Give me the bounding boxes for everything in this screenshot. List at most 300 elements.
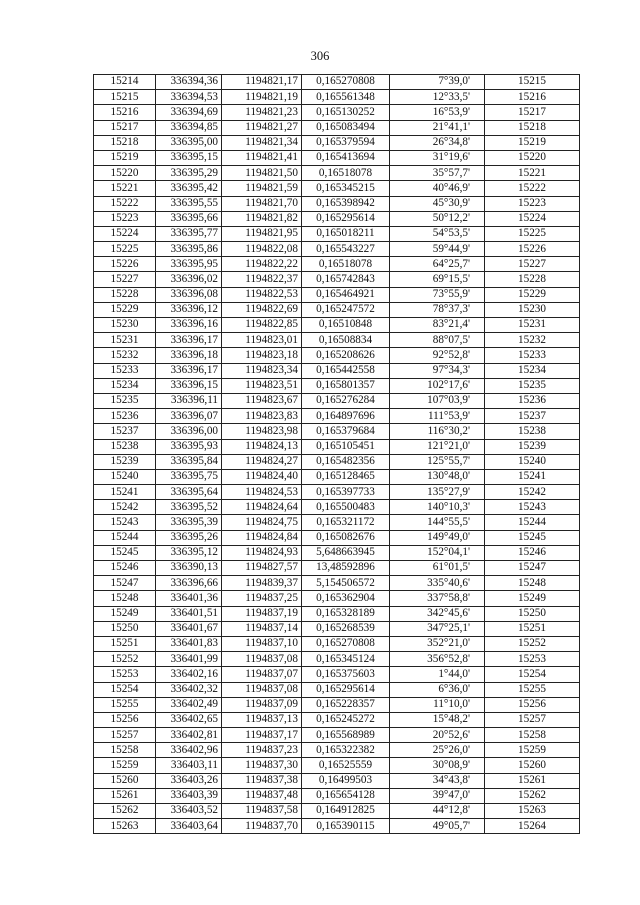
point-number-cell: 15248 — [94, 591, 156, 606]
direction-angle-cell: 15°48,2' — [390, 712, 485, 727]
table-row — [94, 485, 580, 500]
point-number-cell: 15262 — [94, 804, 156, 819]
next-point-number-cell: 15255 — [485, 682, 580, 697]
table-row — [94, 576, 580, 591]
point-number-cell: 15245 — [94, 545, 156, 560]
point-number-cell: 15252 — [94, 652, 156, 667]
point-number-cell: 15234 — [94, 378, 156, 393]
distance-cell: 0,165295614 — [302, 211, 390, 226]
distance-cell: 0,165082676 — [302, 530, 390, 545]
x-coordinate-cell: 336402,49 — [156, 697, 222, 712]
distance-cell: 0,165322382 — [302, 743, 390, 758]
x-coordinate-cell: 336394,69 — [156, 105, 222, 120]
x-coordinate-cell: 336401,83 — [156, 636, 222, 651]
x-coordinate-cell: 336395,52 — [156, 500, 222, 515]
x-coordinate-cell: 336402,32 — [156, 682, 222, 697]
distance-cell: 0,16510848 — [302, 318, 390, 333]
next-point-number-cell: 15244 — [485, 515, 580, 530]
x-coordinate-cell: 336395,00 — [156, 135, 222, 150]
y-coordinate-cell: 1194837,13 — [222, 712, 302, 727]
next-point-number-cell: 15225 — [485, 226, 580, 241]
distance-cell: 0,165208626 — [302, 348, 390, 363]
point-number-cell: 15238 — [94, 439, 156, 454]
point-number-cell: 15218 — [94, 135, 156, 150]
x-coordinate-cell: 336395,84 — [156, 454, 222, 469]
point-number-cell: 15216 — [94, 105, 156, 120]
x-coordinate-cell: 336395,86 — [156, 242, 222, 257]
x-coordinate-cell: 336396,12 — [156, 302, 222, 317]
y-coordinate-cell: 1194824,64 — [222, 500, 302, 515]
next-point-number-cell: 15220 — [485, 150, 580, 165]
table-row — [94, 773, 580, 788]
point-number-cell: 15249 — [94, 606, 156, 621]
y-coordinate-cell: 1194837,08 — [222, 652, 302, 667]
x-coordinate-cell: 336396,15 — [156, 378, 222, 393]
y-coordinate-cell: 1194821,19 — [222, 90, 302, 105]
point-number-cell: 15247 — [94, 576, 156, 591]
page-number: 306 — [310, 49, 330, 63]
point-number-cell: 15255 — [94, 697, 156, 712]
direction-angle-cell: 31°19,6' — [390, 150, 485, 165]
point-number-cell: 15226 — [94, 257, 156, 272]
point-number-cell: 15257 — [94, 728, 156, 743]
direction-angle-cell: 130°48,0' — [390, 469, 485, 484]
table-row — [94, 500, 580, 515]
direction-angle-cell: 337°58,8' — [390, 591, 485, 606]
distance-cell: 0,165276284 — [302, 393, 390, 408]
next-point-number-cell: 15226 — [485, 242, 580, 257]
table-row — [94, 302, 580, 317]
point-number-cell: 15261 — [94, 788, 156, 803]
y-coordinate-cell: 1194823,98 — [222, 424, 302, 439]
point-number-cell: 15236 — [94, 409, 156, 424]
distance-cell: 0,165268539 — [302, 621, 390, 636]
point-number-cell: 15240 — [94, 469, 156, 484]
point-number-cell: 15251 — [94, 636, 156, 651]
x-coordinate-cell: 336395,66 — [156, 211, 222, 226]
next-point-number-cell: 15233 — [485, 348, 580, 363]
y-coordinate-cell: 1194824,84 — [222, 530, 302, 545]
next-point-number-cell: 15246 — [485, 545, 580, 560]
direction-angle-cell: 6°36,0' — [390, 682, 485, 697]
table-row — [94, 90, 580, 105]
direction-angle-cell: 347°25,1' — [390, 621, 485, 636]
x-coordinate-cell: 336395,39 — [156, 515, 222, 530]
next-point-number-cell: 15252 — [485, 636, 580, 651]
next-point-number-cell: 15227 — [485, 257, 580, 272]
table-row — [94, 318, 580, 333]
table-row — [94, 287, 580, 302]
table-row — [94, 606, 580, 621]
next-point-number-cell: 15261 — [485, 773, 580, 788]
y-coordinate-cell: 1194837,58 — [222, 804, 302, 819]
direction-angle-cell: 356°52,8' — [390, 652, 485, 667]
table-row — [94, 120, 580, 135]
x-coordinate-cell: 336403,52 — [156, 804, 222, 819]
distance-cell: 0,165397733 — [302, 485, 390, 500]
table-row — [94, 393, 580, 408]
point-number-cell: 15232 — [94, 348, 156, 363]
next-point-number-cell: 15224 — [485, 211, 580, 226]
x-coordinate-cell: 336394,53 — [156, 90, 222, 105]
point-number-cell: 15241 — [94, 485, 156, 500]
y-coordinate-cell: 1194823,67 — [222, 393, 302, 408]
x-coordinate-cell: 336395,15 — [156, 150, 222, 165]
distance-cell: 0,165742843 — [302, 272, 390, 287]
direction-angle-cell: 16°53,9' — [390, 105, 485, 120]
y-coordinate-cell: 1194823,18 — [222, 348, 302, 363]
next-point-number-cell: 15232 — [485, 333, 580, 348]
y-coordinate-cell: 1194837,23 — [222, 743, 302, 758]
distance-cell: 0,165413694 — [302, 150, 390, 165]
point-number-cell: 15256 — [94, 712, 156, 727]
direction-angle-cell: 352°21,0' — [390, 636, 485, 651]
direction-angle-cell: 45°30,9' — [390, 196, 485, 211]
point-number-cell: 15243 — [94, 515, 156, 530]
point-number-cell: 15219 — [94, 150, 156, 165]
direction-angle-cell: 1°44,0' — [390, 667, 485, 682]
direction-angle-cell: 59°44,9' — [390, 242, 485, 257]
table-row — [94, 636, 580, 651]
next-point-number-cell: 15221 — [485, 166, 580, 181]
direction-angle-cell: 342°45,6' — [390, 606, 485, 621]
next-point-number-cell: 15231 — [485, 318, 580, 333]
distance-cell: 0,16508834 — [302, 333, 390, 348]
next-point-number-cell: 15223 — [485, 196, 580, 211]
distance-cell: 0,165379594 — [302, 135, 390, 150]
direction-angle-cell: 121°21,0' — [390, 439, 485, 454]
y-coordinate-cell: 1194837,19 — [222, 606, 302, 621]
y-coordinate-cell: 1194822,22 — [222, 257, 302, 272]
y-coordinate-cell: 1194824,93 — [222, 545, 302, 560]
y-coordinate-cell: 1194821,82 — [222, 211, 302, 226]
y-coordinate-cell: 1194823,01 — [222, 333, 302, 348]
point-number-cell: 15263 — [94, 819, 156, 834]
table-row — [94, 424, 580, 439]
direction-angle-cell: 78°37,3' — [390, 302, 485, 317]
direction-angle-cell: 35°57,7' — [390, 166, 485, 181]
table-row — [94, 712, 580, 727]
table-row — [94, 652, 580, 667]
point-number-cell: 15246 — [94, 561, 156, 576]
direction-angle-cell: 11°10,0' — [390, 697, 485, 712]
next-point-number-cell: 15216 — [485, 90, 580, 105]
distance-cell: 0,165482356 — [302, 454, 390, 469]
x-coordinate-cell: 336396,17 — [156, 333, 222, 348]
next-point-number-cell: 15258 — [485, 728, 580, 743]
point-number-cell: 15260 — [94, 773, 156, 788]
direction-angle-cell: 26°34,8' — [390, 135, 485, 150]
next-point-number-cell: 15262 — [485, 788, 580, 803]
direction-angle-cell: 7°39,0' — [390, 75, 485, 90]
y-coordinate-cell: 1194823,51 — [222, 378, 302, 393]
direction-angle-cell: 21°41,1' — [390, 120, 485, 135]
table-row — [94, 621, 580, 636]
direction-angle-cell: 69°15,5' — [390, 272, 485, 287]
x-coordinate-cell: 336395,93 — [156, 439, 222, 454]
table-row — [94, 166, 580, 181]
point-number-cell: 15225 — [94, 242, 156, 257]
y-coordinate-cell: 1194823,34 — [222, 363, 302, 378]
direction-angle-cell: 152°04,1' — [390, 545, 485, 560]
x-coordinate-cell: 336396,16 — [156, 318, 222, 333]
y-coordinate-cell: 1194837,30 — [222, 758, 302, 773]
y-coordinate-cell: 1194821,23 — [222, 105, 302, 120]
next-point-number-cell: 15247 — [485, 561, 580, 576]
x-coordinate-cell: 336401,99 — [156, 652, 222, 667]
point-number-cell: 15231 — [94, 333, 156, 348]
x-coordinate-cell: 336401,36 — [156, 591, 222, 606]
next-point-number-cell: 15235 — [485, 378, 580, 393]
y-coordinate-cell: 1194837,25 — [222, 591, 302, 606]
table-row — [94, 743, 580, 758]
distance-cell: 0,16518078 — [302, 257, 390, 272]
y-coordinate-cell: 1194837,14 — [222, 621, 302, 636]
point-number-cell: 15242 — [94, 500, 156, 515]
point-number-cell: 15253 — [94, 667, 156, 682]
next-point-number-cell: 15234 — [485, 363, 580, 378]
distance-cell: 0,165295614 — [302, 682, 390, 697]
x-coordinate-cell: 336395,95 — [156, 257, 222, 272]
next-point-number-cell: 15253 — [485, 652, 580, 667]
next-point-number-cell: 15249 — [485, 591, 580, 606]
distance-cell: 0,165561348 — [302, 90, 390, 105]
x-coordinate-cell: 336403,64 — [156, 819, 222, 834]
direction-angle-cell: 111°53,9' — [390, 409, 485, 424]
point-number-cell: 15217 — [94, 120, 156, 135]
point-number-cell: 15254 — [94, 682, 156, 697]
x-coordinate-cell: 336395,55 — [156, 196, 222, 211]
y-coordinate-cell: 1194821,70 — [222, 196, 302, 211]
y-coordinate-cell: 1194821,59 — [222, 181, 302, 196]
distance-cell: 0,165654128 — [302, 788, 390, 803]
distance-cell: 0,165128465 — [302, 469, 390, 484]
y-coordinate-cell: 1194823,83 — [222, 409, 302, 424]
direction-angle-cell: 44°12,8' — [390, 804, 485, 819]
table-body — [94, 75, 580, 834]
distance-cell: 0,165228357 — [302, 697, 390, 712]
table-row — [94, 561, 580, 576]
direction-angle-cell: 20°52,6' — [390, 728, 485, 743]
point-number-cell: 15235 — [94, 393, 156, 408]
next-point-number-cell: 15219 — [485, 135, 580, 150]
next-point-number-cell: 15237 — [485, 409, 580, 424]
x-coordinate-cell: 336401,67 — [156, 621, 222, 636]
y-coordinate-cell: 1194822,85 — [222, 318, 302, 333]
distance-cell: 0,165390115 — [302, 819, 390, 834]
next-point-number-cell: 15254 — [485, 667, 580, 682]
table-row — [94, 728, 580, 743]
direction-angle-cell: 88°07,5' — [390, 333, 485, 348]
x-coordinate-cell: 336396,66 — [156, 576, 222, 591]
distance-cell: 0,165018211 — [302, 226, 390, 241]
table-row — [94, 135, 580, 150]
table-row — [94, 667, 580, 682]
point-number-cell: 15233 — [94, 363, 156, 378]
direction-angle-cell: 144°55,5' — [390, 515, 485, 530]
direction-angle-cell: 102°17,6' — [390, 378, 485, 393]
point-number-cell: 15221 — [94, 181, 156, 196]
distance-cell: 0,165543227 — [302, 242, 390, 257]
x-coordinate-cell: 336403,11 — [156, 758, 222, 773]
x-coordinate-cell: 336395,42 — [156, 181, 222, 196]
table-row — [94, 226, 580, 241]
table-row — [94, 530, 580, 545]
distance-cell: 0,165245272 — [302, 712, 390, 727]
x-coordinate-cell: 336396,08 — [156, 287, 222, 302]
y-coordinate-cell: 1194824,40 — [222, 469, 302, 484]
table-row — [94, 196, 580, 211]
direction-angle-cell: 97°34,3' — [390, 363, 485, 378]
distance-cell: 0,16499503 — [302, 773, 390, 788]
x-coordinate-cell: 336396,00 — [156, 424, 222, 439]
next-point-number-cell: 15230 — [485, 302, 580, 317]
table-row — [94, 804, 580, 819]
x-coordinate-cell: 336394,85 — [156, 120, 222, 135]
distance-cell: 0,165270808 — [302, 75, 390, 90]
distance-cell: 0,165270808 — [302, 636, 390, 651]
point-number-cell: 15214 — [94, 75, 156, 90]
point-number-cell: 15244 — [94, 530, 156, 545]
table-row — [94, 758, 580, 773]
next-point-number-cell: 15264 — [485, 819, 580, 834]
direction-angle-cell: 50°12,2' — [390, 211, 485, 226]
x-coordinate-cell: 336402,81 — [156, 728, 222, 743]
next-point-number-cell: 15263 — [485, 804, 580, 819]
distance-cell: 5,648663945 — [302, 545, 390, 560]
next-point-number-cell: 15217 — [485, 105, 580, 120]
y-coordinate-cell: 1194837,17 — [222, 728, 302, 743]
point-number-cell: 15230 — [94, 318, 156, 333]
table-row — [94, 105, 580, 120]
x-coordinate-cell: 336402,16 — [156, 667, 222, 682]
direction-angle-cell: 92°52,8' — [390, 348, 485, 363]
table-row — [94, 75, 580, 90]
next-point-number-cell: 15222 — [485, 181, 580, 196]
y-coordinate-cell: 1194821,95 — [222, 226, 302, 241]
next-point-number-cell: 15241 — [485, 469, 580, 484]
x-coordinate-cell: 336396,02 — [156, 272, 222, 287]
point-number-cell: 15215 — [94, 90, 156, 105]
point-number-cell: 15239 — [94, 454, 156, 469]
next-point-number-cell: 15218 — [485, 120, 580, 135]
point-number-cell: 15259 — [94, 758, 156, 773]
distance-cell: 0,165801357 — [302, 378, 390, 393]
distance-cell: 0,165105451 — [302, 439, 390, 454]
y-coordinate-cell: 1194837,07 — [222, 667, 302, 682]
direction-angle-cell: 12°33,5' — [390, 90, 485, 105]
direction-angle-cell: 61°01,5' — [390, 561, 485, 576]
y-coordinate-cell: 1194821,34 — [222, 135, 302, 150]
y-coordinate-cell: 1194821,50 — [222, 166, 302, 181]
point-number-cell: 15237 — [94, 424, 156, 439]
distance-cell: 0,165362904 — [302, 591, 390, 606]
table-row — [94, 439, 580, 454]
x-coordinate-cell: 336403,39 — [156, 788, 222, 803]
next-point-number-cell: 15243 — [485, 500, 580, 515]
x-coordinate-cell: 336402,65 — [156, 712, 222, 727]
distance-cell: 0,165375603 — [302, 667, 390, 682]
distance-cell: 0,165328189 — [302, 606, 390, 621]
next-point-number-cell: 15248 — [485, 576, 580, 591]
next-point-number-cell: 15259 — [485, 743, 580, 758]
x-coordinate-cell: 336396,18 — [156, 348, 222, 363]
point-number-cell: 15224 — [94, 226, 156, 241]
point-number-cell: 15228 — [94, 287, 156, 302]
x-coordinate-cell: 336395,77 — [156, 226, 222, 241]
direction-angle-cell: 116°30,2' — [390, 424, 485, 439]
table-row — [94, 515, 580, 530]
distance-cell: 0,164897696 — [302, 409, 390, 424]
distance-cell: 0,165247572 — [302, 302, 390, 317]
direction-angle-cell: 73°55,9' — [390, 287, 485, 302]
direction-angle-cell: 54°53,5' — [390, 226, 485, 241]
table-row — [94, 409, 580, 424]
x-coordinate-cell: 336396,17 — [156, 363, 222, 378]
distance-cell: 0,165083494 — [302, 120, 390, 135]
next-point-number-cell: 15260 — [485, 758, 580, 773]
point-number-cell: 15223 — [94, 211, 156, 226]
next-point-number-cell: 15250 — [485, 606, 580, 621]
x-coordinate-cell: 336401,51 — [156, 606, 222, 621]
point-number-cell: 15258 — [94, 743, 156, 758]
direction-angle-cell: 34°43,8' — [390, 773, 485, 788]
direction-angle-cell: 335°40,6' — [390, 576, 485, 591]
distance-cell: 0,164912825 — [302, 804, 390, 819]
next-point-number-cell: 15242 — [485, 485, 580, 500]
direction-angle-cell: 64°25,7' — [390, 257, 485, 272]
y-coordinate-cell: 1194837,09 — [222, 697, 302, 712]
y-coordinate-cell: 1194837,38 — [222, 773, 302, 788]
next-point-number-cell: 15236 — [485, 393, 580, 408]
distance-cell: 0,16518078 — [302, 166, 390, 181]
table-row — [94, 378, 580, 393]
distance-cell: 0,165130252 — [302, 105, 390, 120]
y-coordinate-cell: 1194822,08 — [222, 242, 302, 257]
table-row — [94, 591, 580, 606]
table-row — [94, 181, 580, 196]
table-row — [94, 363, 580, 378]
y-coordinate-cell: 1194824,13 — [222, 439, 302, 454]
x-coordinate-cell: 336395,12 — [156, 545, 222, 560]
direction-angle-cell: 149°49,0' — [390, 530, 485, 545]
table-row — [94, 469, 580, 484]
y-coordinate-cell: 1194837,08 — [222, 682, 302, 697]
point-number-cell: 15250 — [94, 621, 156, 636]
direction-angle-cell: 135°27,9' — [390, 485, 485, 500]
table-row — [94, 257, 580, 272]
table-row — [94, 333, 580, 348]
point-number-cell: 15222 — [94, 196, 156, 211]
y-coordinate-cell: 1194822,53 — [222, 287, 302, 302]
direction-angle-cell: 30°08,9' — [390, 758, 485, 773]
distance-cell: 0,16525559 — [302, 758, 390, 773]
x-coordinate-cell: 336403,26 — [156, 773, 222, 788]
y-coordinate-cell: 1194827,57 — [222, 561, 302, 576]
direction-angle-cell: 40°46,9' — [390, 181, 485, 196]
y-coordinate-cell: 1194837,10 — [222, 636, 302, 651]
y-coordinate-cell: 1194821,17 — [222, 75, 302, 90]
x-coordinate-cell: 336390,13 — [156, 561, 222, 576]
direction-angle-cell: 83°21,4' — [390, 318, 485, 333]
next-point-number-cell: 15239 — [485, 439, 580, 454]
y-coordinate-cell: 1194824,27 — [222, 454, 302, 469]
direction-angle-cell: 140°10,3' — [390, 500, 485, 515]
point-number-cell: 15227 — [94, 272, 156, 287]
direction-angle-cell: 25°26,0' — [390, 743, 485, 758]
next-point-number-cell: 15256 — [485, 697, 580, 712]
point-number-cell: 15229 — [94, 302, 156, 317]
